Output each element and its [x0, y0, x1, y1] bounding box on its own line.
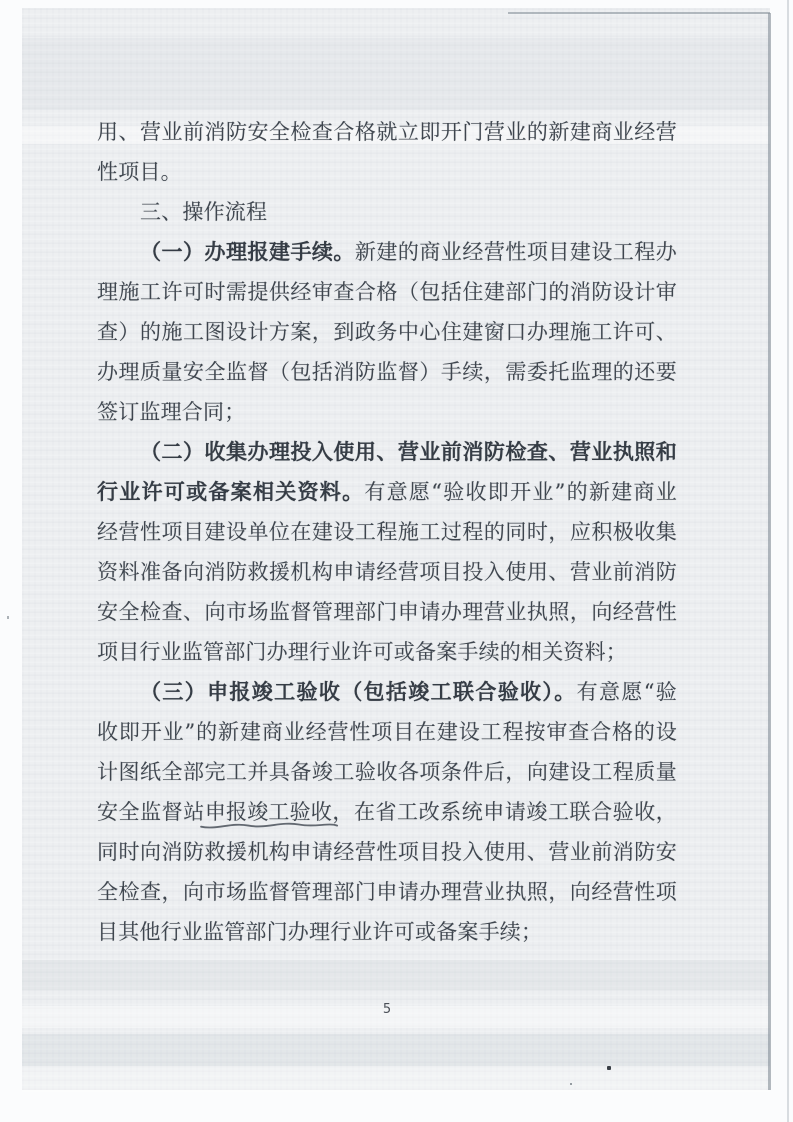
- document-text: [97, 112, 677, 952]
- text-line: 安全检查、向市场监督管理部门申请办理营业执照，向经营性: [97, 600, 677, 624]
- scan-edge-line-outer: [787, 0, 789, 1122]
- section-heading: 三、操作流程: [140, 200, 268, 224]
- pen-underlined-text: 申报竣工验收: [205, 792, 332, 832]
- text-line: 签订监理合同；: [97, 400, 246, 424]
- text-line: 经营性项目建设单位在建设工程施工过程的同时，应积极收集: [97, 520, 677, 544]
- page-number: 5: [382, 1002, 392, 1017]
- text-line: 用、营业前消防安全检查合格就立即开门营业的新建商业经营: [97, 120, 677, 144]
- scan-edge-line-right: [768, 13, 771, 1090]
- text-line-with-pen-mark: 安全监督站申报竣工验收 ，在省工改系统申请竣工联合验收，: [97, 792, 677, 832]
- scan-streak: [22, 1034, 770, 1066]
- text-line: 同时向消防救援机构申请经营性项目投入使用、营业前消防安: [97, 840, 677, 864]
- text-line: 计图纸全部完工并具备竣工验收各项条件后，向建设工程质量: [97, 760, 677, 784]
- scan-edge-line-top: [508, 12, 770, 14]
- text-line: 项目行业监管部门办理行业许可或备案手续的相关资料；: [97, 640, 627, 664]
- text-line: （一）办理报建手续。新建的商业经营性项目建设工程办: [140, 239, 678, 264]
- text-line: 收即开业”的新建商业经营性项目在建设工程按审查合格的设: [97, 720, 677, 744]
- text-line: 查）的施工图设计方案，到政务中心住建窗口办理施工许可、: [97, 320, 677, 344]
- text-line: 办理质量安全监督（包括消防监督）手续，需委托监理的还要: [97, 360, 677, 384]
- scan-speck: [7, 616, 9, 619]
- text-line: 资料准备向消防救援机构申请经营项目投入使用、营业前消防: [97, 560, 677, 584]
- pen-underline-icon: [198, 818, 339, 831]
- text-line: （三）申报竣工验收（包括竣工联合验收）。有意愿“验: [140, 679, 677, 704]
- text-line: （二）收集办理投入使用、营业前消防检查、营业执照和: [140, 439, 677, 464]
- text-line: 理施工许可时需提供经审查合格（包括住建部门的消防设计审: [97, 280, 677, 304]
- text-line: 目其他行业监管部门办理行业许可或备案手续；: [97, 920, 543, 944]
- scan-streak: [22, 38, 770, 110]
- scan-streak: [22, 1068, 770, 1092]
- text-line: 全检查，向市场监督管理部门申请办理营业执照，向经营性项: [97, 880, 677, 904]
- scan-speck: [570, 1083, 572, 1085]
- text-line: 行业许可或备案相关资料。有意愿“验收即开业”的新建商业: [97, 479, 677, 504]
- scan-streak: [22, 960, 770, 990]
- text-line: 性项目。: [97, 160, 182, 184]
- scan-speck: [607, 1066, 611, 1070]
